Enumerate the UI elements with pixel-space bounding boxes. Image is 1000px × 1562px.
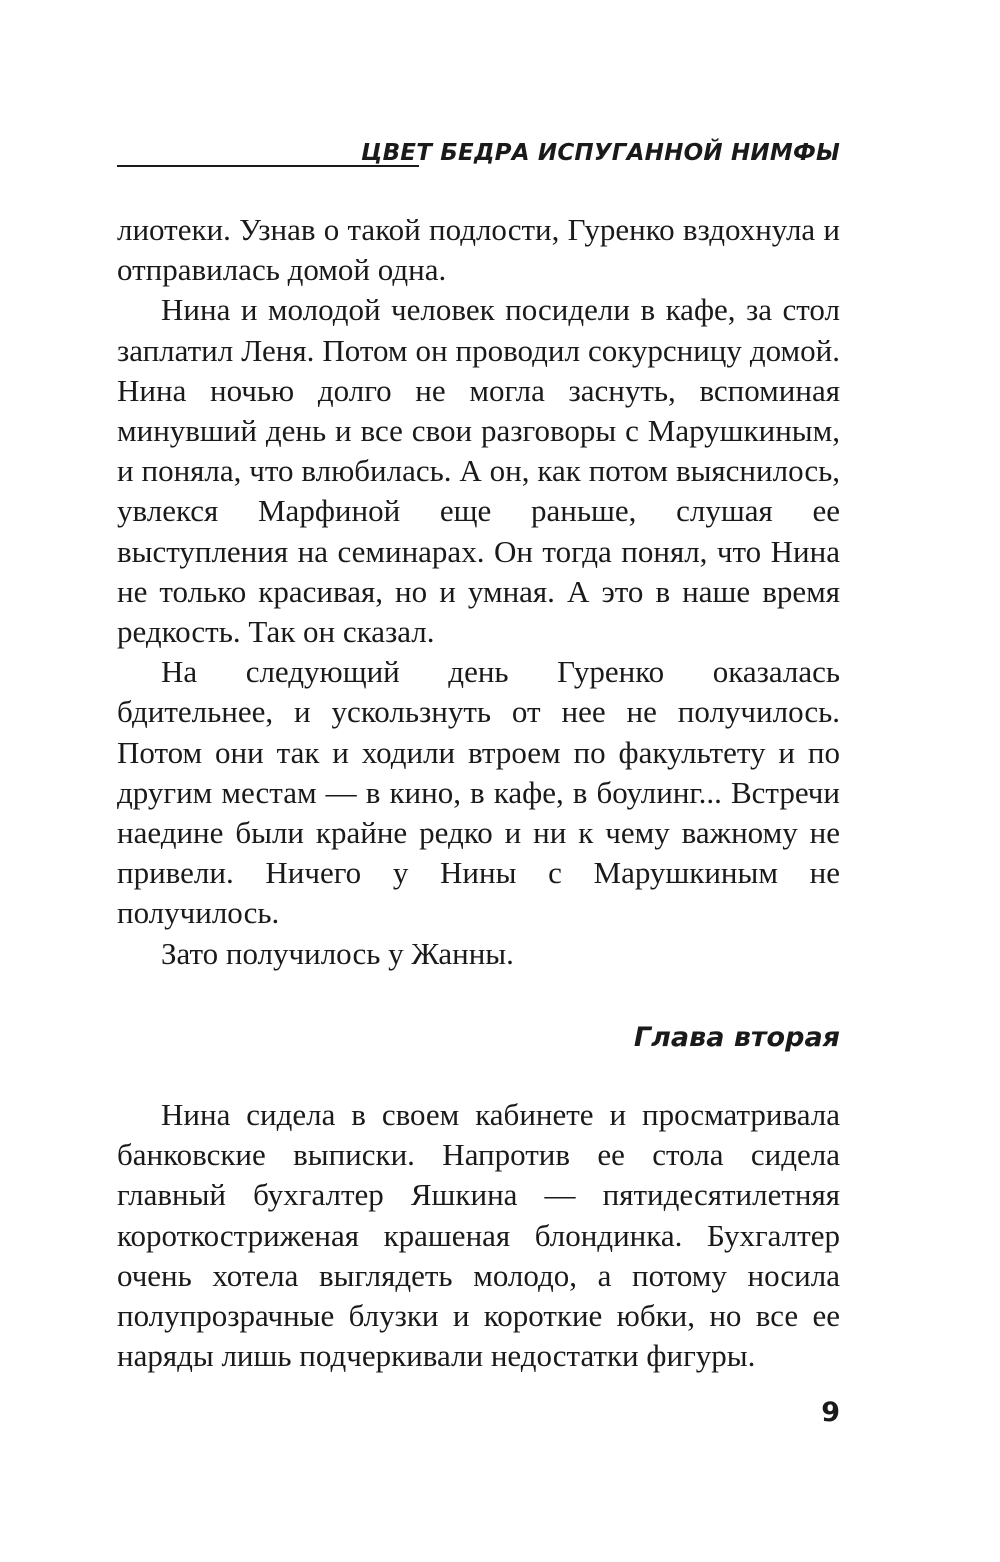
paragraph: На следующий день Гуренко оказалась бдительнее, и ускользнуть от нее не получилось. Потом они так и ходили втроем по факультету и по другим местам — в кино, в кафе, в боулинг... Встречи наедине были крайне редко и ни к чему важному не привели. Ничего у Нины с Марушкиным не получилось. — [117, 654, 840, 931]
paragraph: Зато получилось у Жанны. — [161, 935, 514, 971]
chapter-title: Глава вторая — [633, 1022, 840, 1053]
paragraph: Нина сидела в своем кабинете и просматривала банковские выписки. Напротив ее стола сидела главный бухгалтер Яшкина — пятидесятилетняя короткостриженая крашеная блондинка. Бухгалтер очень хотела выглядеть молодо, а потому носила полупрозрачные блузки и короткие юбки, но все ее наряды лишь подчеркивали недостатки фигуры. — [117, 1097, 840, 1374]
paragraph: лиотеки. Узнав о такой подлости, Гуренко вздохнула и отправилась домой одна. — [117, 212, 840, 288]
page-number: 9 — [821, 1397, 840, 1428]
running-head-title: ЦВЕТ БЕДРА ИСПУГАННОЙ НИМФЫ — [361, 140, 840, 166]
paragraph: Нина и молодой человек посидели в кафе, за стол заплатил Леня. Потом он проводил сокурсницу домой. Нина ночью долго не могла заснуть, вспоминая минувший день и все свои разговоры с Марушкиным, и поняла, что влюбилась. А он, как потом выяснилось, увлекся Марфиной еще раньше, слушая ее выступления на семинарах. Он тогда понял, что Нина не только красивая, но и умная. А это в наше время редкость. Так он сказал. — [117, 292, 840, 650]
running-head — [117, 136, 840, 170]
text-block-chapter-two — [117, 1095, 840, 1376]
text-block-before-chapter — [117, 210, 840, 974]
